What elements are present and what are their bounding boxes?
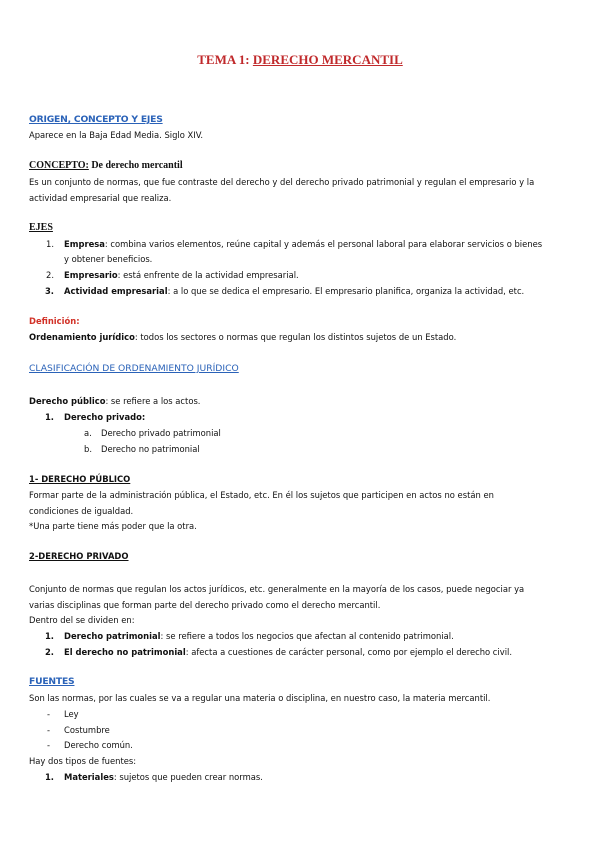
list-number: 2.	[44, 647, 54, 657]
derecho-publico-text: Derecho público: se refiere a los actos.	[29, 396, 201, 406]
document-title: TEMA 1: DERECHO MERCANTIL	[197, 52, 403, 67]
definicion-label: Definición:	[29, 316, 80, 326]
sublist-item: Derecho no patrimonial	[101, 444, 200, 454]
heading-clasificacion: CLASIFICACIÓN DE ORDENAMIENTO JURÍDICO	[29, 363, 239, 374]
list-item: Empresario: está enfrente de la actividad empresarial.	[64, 270, 299, 280]
list-item-continuation: y obtener beneficios.	[64, 254, 153, 264]
sublist-letter: b.	[84, 444, 92, 454]
publico-note: *Una parte tiene más poder que la otra.	[29, 521, 197, 531]
list-number: 2.	[46, 270, 54, 280]
definicion-text: Ordenamiento jurídico: todos los sectores o normas que regulan los distintos sujetos de un Estado.	[29, 332, 457, 342]
list-number: 1.	[44, 631, 54, 641]
list-number: 1.	[44, 772, 54, 782]
heading-ejes: EJES	[29, 222, 53, 233]
concepto-text-line-2: actividad empresarial que realiza.	[29, 193, 172, 203]
list-item: Actividad empresarial: a lo que se dedica el empresario. El empresario planifica, organiza la actividad, etc.	[64, 286, 525, 296]
list-item: Ley	[64, 709, 79, 719]
list-number: 1.	[46, 239, 54, 249]
publico-text-line-2: condiciones de igualdad.	[29, 506, 134, 516]
publico-text-line-1: Formar parte de la administración pública, el Estado, etc. En él los sujetos que participen en actos no están en	[29, 490, 494, 500]
heading-derecho-publico: 1- DERECHO PÚBLICO	[29, 474, 131, 484]
privado-text-line-1: Conjunto de normas que regulan los actos jurídicos, etc. generalmente en la mayoría de los casos, puede negociar ya	[29, 584, 525, 594]
derecho-privado-item: Derecho privado:	[64, 412, 146, 422]
fuentes-tipos-text: Hay dos tipos de fuentes:	[29, 756, 137, 766]
heading-concepto: CONCEPTO: De derecho mercantil	[29, 160, 183, 171]
list-number: 1.	[44, 412, 54, 422]
bullet-dash: -	[47, 709, 51, 719]
privado-text-line-2: varias disciplinas que forman parte del derecho privado como el derecho mercantil.	[29, 600, 381, 610]
list-item: Costumbre	[64, 725, 110, 735]
origen-text: Aparece en la Baja Edad Media. Siglo XIV.	[29, 130, 204, 140]
fuentes-text: Son las normas, por las cuales se va a regular una materia o disciplina, en nuestro caso, la materia mercantil.	[29, 693, 491, 703]
list-item: Materiales: sujetos que pueden crear normas.	[64, 772, 263, 782]
concepto-text-line-1: Es un conjunto de normas, que fue contraste del derecho y del derecho privado patrimonial y regulan el empresario y la	[29, 177, 535, 187]
heading-origen: ORIGEN, CONCEPTO Y EJES	[29, 114, 163, 125]
list-item: Derecho común.	[64, 740, 133, 750]
heading-fuentes: FUENTES	[29, 676, 75, 687]
sublist-item: Derecho privado patrimonial	[101, 428, 221, 438]
bullet-dash: -	[47, 740, 51, 750]
list-item: Empresa: combina varios elementos, reúne capital y además el personal laboral para elaborar servicios o bienes	[64, 239, 543, 249]
heading-derecho-privado: 2-DERECHO PRIVADO	[29, 551, 129, 561]
bullet-dash: -	[47, 725, 51, 735]
list-item: Derecho patrimonial: se refiere a todos los negocios que afectan al contenido patrimonial.	[64, 631, 454, 641]
sublist-letter: a.	[84, 428, 92, 438]
list-number: 3.	[44, 286, 54, 296]
list-item: El derecho no patrimonial: afecta a cuestiones de carácter personal, como por ejemplo el derecho civil.	[64, 647, 513, 657]
privado-text-line-3: Dentro del se dividen en:	[29, 615, 135, 625]
